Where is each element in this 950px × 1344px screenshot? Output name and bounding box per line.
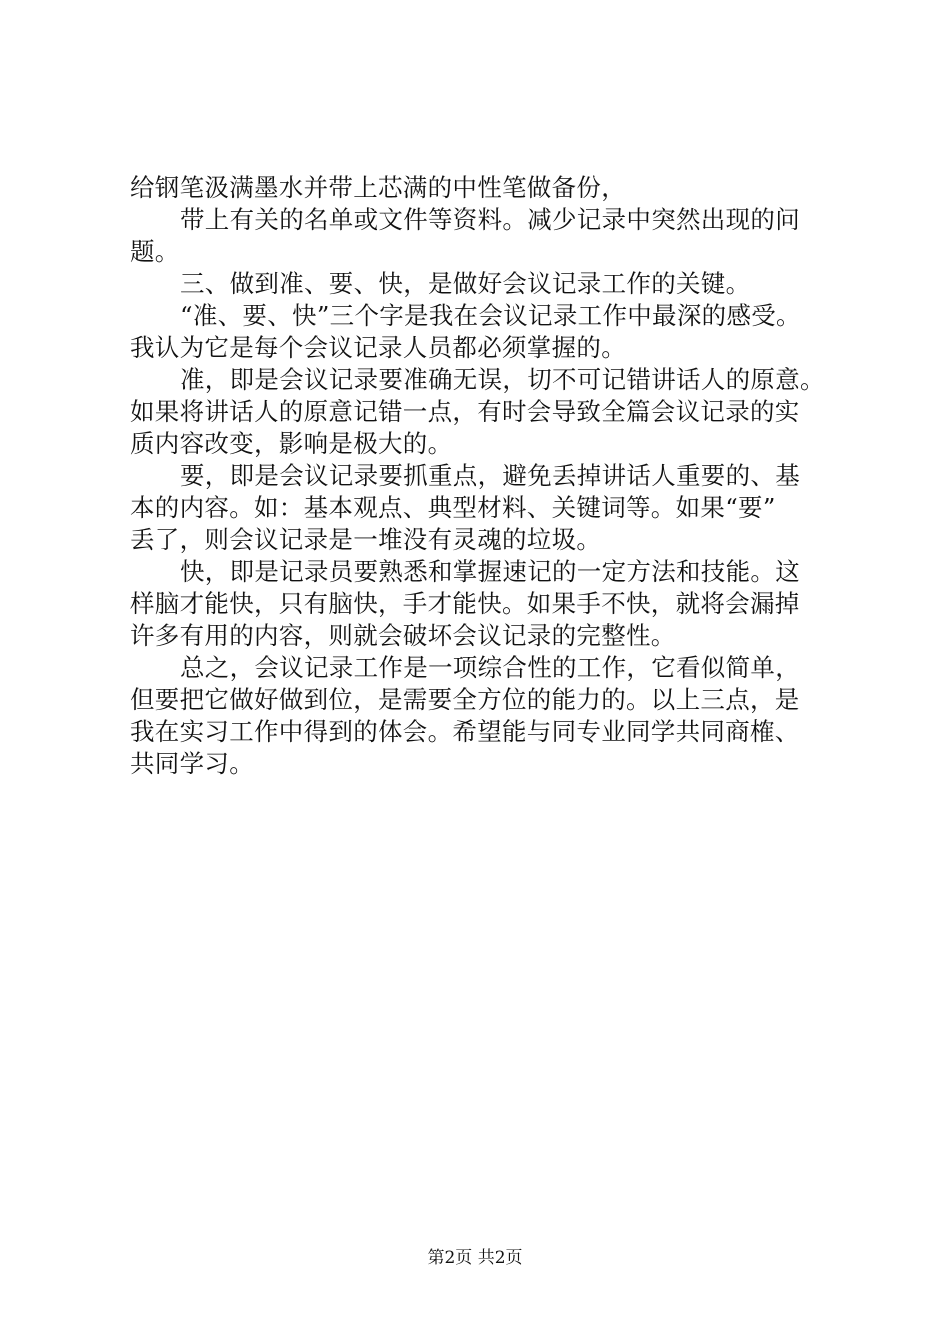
text-line-2: 带上有关的名单或文件等资料。减少记录中突然出现的问 [180, 205, 800, 234]
text-line-9: 质内容改变，影响是极大的。 [130, 429, 453, 458]
document-body [130, 172, 832, 780]
text-line-6: 我认为它是每个会议记录人员都必须掌握的。 [130, 333, 626, 362]
page-number-footer: 第2页 共2页 [427, 1248, 523, 1268]
text-line-11: 本的内容。如：基本观点、典型材料、关键词等。如果“要” [130, 493, 776, 522]
text-line-13: 快，即是记录员要熟悉和掌握速记的一定方法和技能。这 [180, 557, 800, 586]
text-line-17: 但要把它做好做到位，是需要全方位的能力的。以上三点，是 [130, 685, 800, 714]
text-line-16: 总之，会议记录工作是一项综合性的工作，它看似简单， [180, 653, 800, 682]
text-line-1: 给钢笔汲满墨水并带上芯满的中性笔做备份， [130, 173, 626, 202]
text-line-5: “准、要、快”三个字是我在会议记录工作中最深的感受。 [180, 301, 801, 330]
text-line-18: 我在实习工作中得到的体会。希望能与同专业同学共同商榷、 [130, 717, 800, 746]
text-line-10: 要，即是会议记录要抓重点，避免丢掉讲话人重要的、基 [180, 461, 800, 490]
text-line-12: 丢了，则会议记录是一堆没有灵魂的垃圾。 [130, 525, 602, 554]
text-line-14: 样脑才能快，只有脑快，手才能快。如果手不快，就将会漏掉 [130, 589, 800, 618]
text-line-3: 题。 [130, 237, 180, 266]
text-line-4: 三、做到准、要、快，是做好会议记录工作的关键。 [180, 269, 751, 298]
text-line-8: 如果将讲话人的原意记错一点，有时会导致全篇会议记录的实 [130, 397, 800, 426]
text-line-19: 共同学习。 [130, 749, 254, 778]
text-line-7: 准，即是会议记录要准确无误，切不可记错讲话人的原意。 [180, 365, 825, 394]
text-line-15: 许多有用的内容，则就会破坏会议记录的完整性。 [130, 621, 676, 650]
